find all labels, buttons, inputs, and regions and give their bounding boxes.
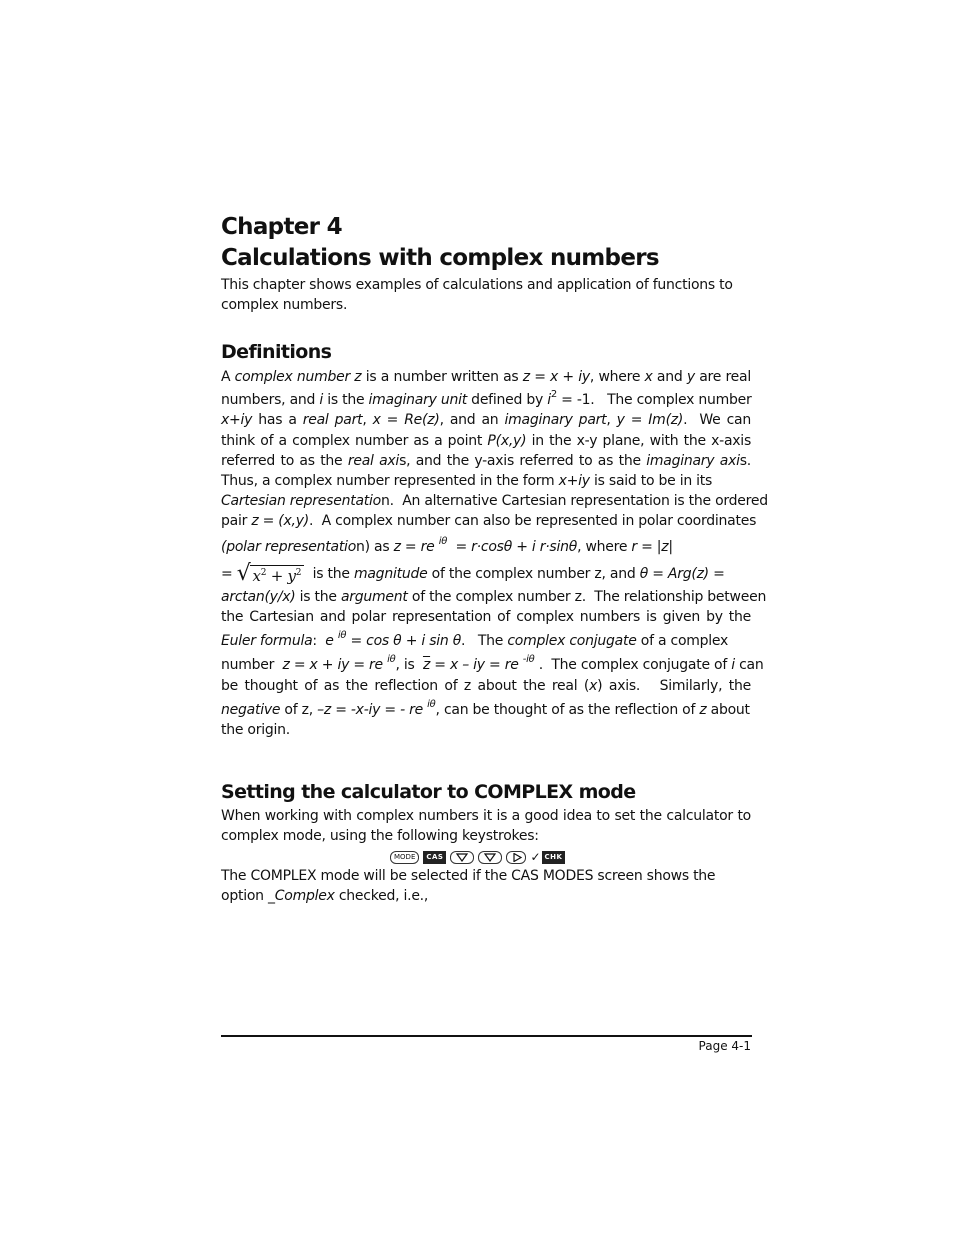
def-line-13: Euler formula: e $^{i\theta}$ = cos θ + i sin θ. The complex conjugate of a complex [221,630,729,650]
def-line-9: (polar representation) as z = re $^{i\theta}$ = r·cosθ + i r·sinθ, where r = |z| [221,535,673,555]
checked-text: checked, i.e., [334,888,429,905]
def-line-15: be thought of as the reflection of z about the real (x) axis. Similarly, the [221,677,751,694]
mode-intro-line-2: complex mode, using the following keystrokes: [221,828,539,845]
def-line-3: x+iy has a real part, x = Re(z), and an imaginary part, y = Im(z). We can [221,412,751,429]
right-arrow-key [506,851,526,864]
complex-mode-after [221,866,751,906]
def-line-8: pair z = (x,y). A complex number can also be represented in polar coordinates [221,513,757,530]
chk-softkey: CHK [542,851,566,864]
complex-option-name: _Complex [267,888,335,905]
definitions-heading: Definitions [221,341,332,363]
def-line-11: arctan(y/x) is the argument of the complex number z. The relationship between [221,588,767,605]
def-line-4: think of a complex number as a point P(x,y) in the x-y plane, with the x-axis [221,432,751,449]
chapter-title [221,212,659,274]
sqrt-expression: √ $x^2 + y^2$ [237,563,305,585]
def-line-14: number z = x + iy = re $^{i\theta}$, is $\overline{z} = x$ – iy = re $^{-i\theta}$ . The complex conjugate of i can [221,654,764,674]
complex-mode-intro [221,806,751,846]
page-number: Page 4-1 [698,1039,751,1053]
def-line-10: = √ $x^2 + y^2$ is the magnitude of the complex number z, and θ = Arg(z) = [221,560,725,586]
right-arrow-icon [512,853,522,862]
intro-line-2: complex numbers. [221,297,348,314]
chapter-number: Chapter 4 [221,214,342,240]
def-line-16: negative of z, –z = -x-iy = - re $^{i\theta}$, can be thought of as the reflection of z about [221,698,750,718]
chapter-name: Calculations with complex numbers [221,245,659,271]
def-line-2: numbers, and i is the imaginary unit defined by $i^2 = -1$. The complex number [221,389,752,409]
mode-after-line-1: The COMPLEX mode will be selected if the CAS MODES screen shows the [221,868,716,884]
cas-softkey: CAS [423,851,446,864]
def-line-7: Cartesian representation. An alternative Cartesian representation is the ordered [221,493,768,510]
keystroke-sequence [390,850,565,864]
complex-mode-heading: Setting the calculator to COMPLEX mode [221,781,636,803]
down-arrow-icon [484,853,496,862]
down-arrow-icon [456,853,468,862]
mode-key: MODE [390,851,419,864]
def-line-1: A complex number z is a number written as z = x + iy, where x and y are real [221,369,751,385]
chapter-intro [221,275,751,315]
option-text: option [221,888,268,905]
footer-rule [221,1035,752,1037]
mode-after-line-2 [221,886,751,906]
def-line-12: the Cartesian and polar representation of complex numbers is given by the [221,609,751,626]
def-line-17: the origin. [221,722,290,739]
check-mark: ✓ [530,850,541,864]
down-arrow-key [450,851,474,864]
def-line-5: referred to as the real axis, and the y-axis referred to as the imaginary axis. [221,452,752,469]
down-arrow-key-2 [478,851,502,864]
intro-line-1: This chapter shows examples of calculations and application of functions to [221,277,733,293]
def-line-6: Thus, a complex number represented in the form x+iy is said to be in its [221,473,771,490]
mode-intro-line-1: When working with complex numbers it is a good idea to set the calculator to [221,808,751,824]
definitions-body [221,367,771,740]
